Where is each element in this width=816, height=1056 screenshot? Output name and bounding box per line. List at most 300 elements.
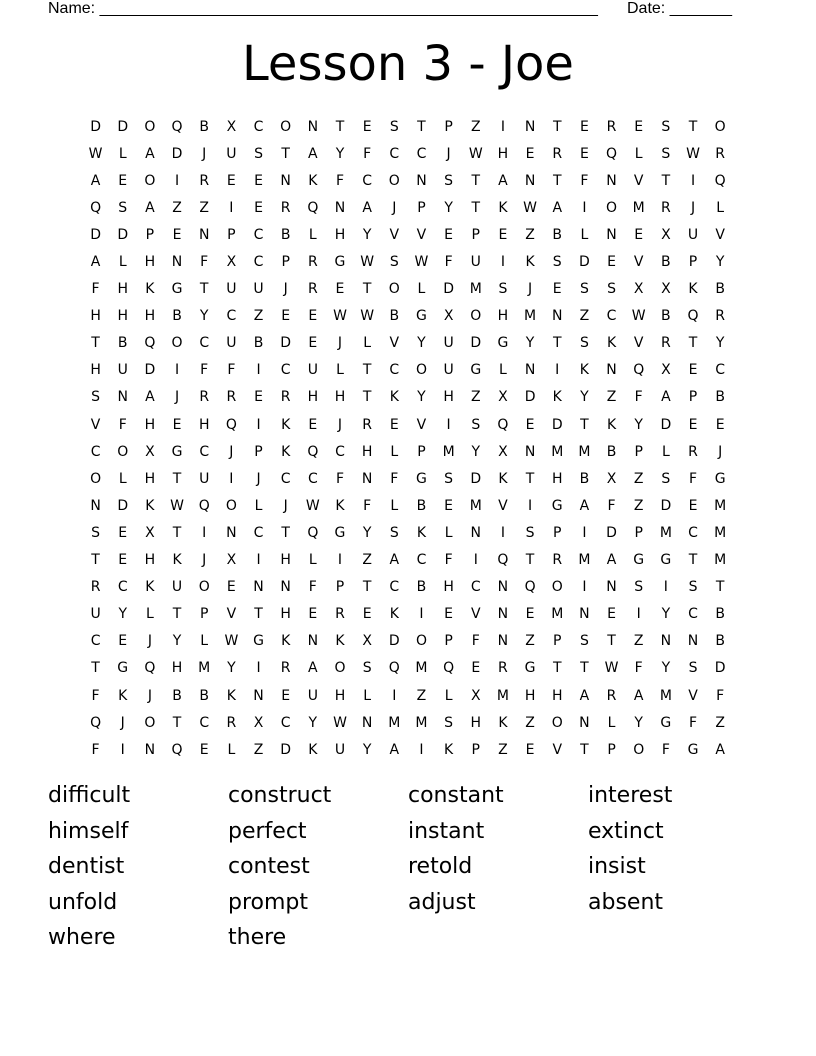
grid-cell: O [415,362,427,379]
grid-cell: Q [198,497,210,514]
grid-cell: E [525,606,535,623]
grid-cell: P [444,633,453,650]
grid-cell: O [90,470,102,487]
grid-cell: R [199,172,210,189]
grid-cell: I [500,254,505,271]
grid-cell: Q [524,579,536,596]
grid-cell: T [661,172,671,189]
grid-cell: H [551,687,563,704]
grid-cell: E [634,118,644,135]
grid-cell: B [280,226,291,243]
grid-cell: C [280,362,291,379]
grid-cell: E [281,308,291,325]
grid-cell: I [174,362,180,379]
grid-cell: N [361,714,373,731]
grid-cell: T [172,714,182,731]
grid-cell: T [91,335,100,352]
grid-cell: X [470,687,481,704]
grid-cell: E [634,226,644,243]
grid-cell: R [606,118,617,135]
grid-cell: M [415,660,428,677]
grid-cell: B [579,470,590,487]
word-bank-item: himself [48,818,129,844]
grid-cell: W [360,308,375,325]
grid-cell: U [90,606,101,623]
grid-cell: T [525,470,535,487]
grid-cell: H [117,308,128,325]
grid-cell: O [334,660,346,677]
grid-cell: X [145,524,155,541]
grid-cell: N [524,172,536,189]
grid-cell: N [497,579,509,596]
grid-cell: C [416,145,427,162]
grid-cell: E [118,633,128,650]
grid-cell: I [582,579,587,596]
grid-cell: E [308,308,318,325]
grid-cell: J [337,335,343,352]
grid-cell: E [362,606,372,623]
grid-cell: M [442,443,455,460]
grid-cell: B [416,579,427,596]
grid-cell: H [334,687,346,704]
grid-cell: F [200,362,209,379]
grid-cell: K [579,362,589,379]
grid-cell: G [470,362,482,379]
word-bank-item: instant [408,818,485,844]
grid-cell: H [280,552,291,569]
word-bank-item: dentist [48,854,125,879]
grid-cell: G [714,470,726,487]
grid-cell: D [117,226,129,243]
grid-row [82,221,734,248]
grid-cell: U [226,145,237,162]
grid-cell: R [688,443,698,460]
grid-cell: A [498,172,508,189]
grid-cell: J [337,416,343,433]
grid-cell: N [90,497,101,514]
grid-cell: Y [715,254,725,271]
grid-cell: Z [606,389,617,406]
grid-cell: C [389,362,400,379]
grid-cell: S [254,145,263,162]
grid-row [82,384,734,411]
grid-cell: P [281,254,290,271]
grid-cell: X [633,281,644,298]
grid-cell: D [144,362,156,379]
grid-cell: V [715,226,725,243]
grid-cell: D [660,497,672,514]
grid-cell: N [144,741,156,758]
grid-cell: E [254,172,263,189]
grid-cell: F [91,281,100,298]
grid-cell: H [144,308,156,325]
grid-cell: N [361,470,373,487]
grid-cell: N [253,687,264,704]
grid-cell: C [90,443,101,460]
grid-cell: Y [417,335,426,352]
grid-cell: D [117,118,129,135]
grid-cell: E [607,606,616,623]
grid-cell: B [199,118,209,135]
grid-cell: M [714,497,727,514]
grid-cell: O [280,118,292,135]
grid-cell: A [389,552,400,569]
grid-cell: Z [633,497,644,514]
grid-cell: A [308,145,318,162]
grid-cell: F [91,741,100,758]
grid-cell: O [714,118,726,135]
grid-cell: C [470,579,481,596]
grid-cell: P [145,226,155,243]
grid-cell: D [470,335,482,352]
grid-cell: J [120,714,125,731]
grid-cell: A [579,687,590,704]
grid-cell: Q [443,660,455,677]
word-bank-item: difficult [48,783,131,808]
grid-cell: U [307,362,318,379]
grid-cell: X [661,362,671,379]
grid-cell: E [688,497,698,514]
grid-cell: Z [253,741,264,758]
grid-row [82,303,734,330]
grid-cell: Y [308,714,318,731]
grid-cell: Z [525,714,535,731]
grid-cell: Q [307,524,319,541]
grid-cell: Y [362,524,372,541]
grid-cell: V [416,226,427,243]
grid-cell: N [280,579,291,596]
grid-cell: Z [715,714,725,731]
grid-cell: Q [497,552,509,569]
grid-cell: J [229,443,234,460]
grid-cell: W [686,145,700,162]
grid-cell: N [579,714,590,731]
grid-cell: H [144,416,156,433]
grid-cell: D [443,281,454,298]
grid-cell: P [634,443,643,460]
word-bank-item: prompt [228,889,309,915]
grid-row [82,574,734,601]
grid-cell: D [470,470,482,487]
word-bank-item: where [48,925,116,950]
grid-cell: O [225,497,237,514]
grid-cell: A [90,172,101,189]
grid-cell: K [335,633,345,650]
grid-row [82,736,734,763]
grid-cell: S [471,416,481,433]
grid-cell: R [552,145,563,162]
grid-cell: I [337,552,343,569]
grid-cell: O [171,335,183,352]
grid-cell: M [714,552,727,569]
grid-cell: S [525,524,535,541]
grid-cell: E [172,226,182,243]
grid-cell: D [90,226,101,243]
grid-cell: S [661,118,671,135]
word-bank-item: perfect [228,818,307,844]
grid-cell: E [362,118,372,135]
grid-cell: N [334,199,346,216]
grid-cell: P [335,579,345,596]
grid-cell: L [444,687,453,704]
grid-cell: F [444,552,453,569]
grid-cell: C [688,524,698,541]
grid-cell: X [443,308,454,325]
grid-cell: I [690,172,696,189]
grid-cell: P [444,118,453,135]
grid-cell: L [363,335,372,352]
grid-cell: Q [687,308,699,325]
grid-cell: H [443,389,454,406]
grid-cell: E [254,389,263,406]
grid-cell: P [688,254,698,271]
grid-cell: R [606,687,617,704]
grid-cell: R [280,389,291,406]
grid-cell: N [660,633,672,650]
grid-cell: S [362,660,372,677]
grid-cell: Q [90,714,102,731]
grid-cell: M [659,524,672,541]
grid-row [82,465,734,492]
grid-cell: N [497,633,509,650]
grid-cell: S [661,145,671,162]
grid-cell: M [578,552,591,569]
grid-cell: S [118,199,128,216]
grid-cell: K [335,497,345,514]
grid-cell: K [145,497,155,514]
grid-cell: T [688,118,698,135]
grid-cell: J [446,145,451,162]
grid-cell: S [91,389,101,406]
grid-cell: T [471,199,481,216]
grid-cell: K [281,416,291,433]
grid-cell: E [552,281,562,298]
grid-cell: C [389,579,400,596]
grid-cell: N [687,633,699,650]
grid-cell: B [661,308,671,325]
grid-cell: K [606,416,617,433]
grid-cell: T [715,579,725,596]
grid-cell: I [174,172,180,189]
grid-row [82,167,734,194]
grid-cell: N [497,606,509,623]
grid-cell: F [227,362,236,379]
grid-cell: Y [417,389,426,406]
grid-cell: I [229,199,234,216]
grid-cell: Y [471,443,481,460]
grid-cell: U [117,362,128,379]
grid-row [82,438,734,465]
grid-cell: P [417,199,426,216]
grid-cell: M [198,660,211,677]
grid-cell: C [307,470,318,487]
grid-cell: G [497,335,509,352]
grid-cell: R [90,579,101,596]
grid-cell: J [528,281,533,298]
grid-cell: A [606,552,617,569]
grid-cell: K [281,633,291,650]
grid-cell: H [497,308,509,325]
grid-row [82,709,734,736]
grid-cell: O [144,714,156,731]
grid-cell: X [606,470,617,487]
grid-cell: T [335,118,345,135]
grid-cell: M [524,308,537,325]
grid-cell: T [552,118,562,135]
grid-cell: I [392,687,397,704]
grid-cell: O [388,281,400,298]
word-bank-item: insist [588,854,646,879]
grid-cell: F [580,172,589,189]
grid-cell: B [253,335,264,352]
grid-row [82,194,734,221]
grid-cell: L [200,633,209,650]
grid-row [82,330,734,357]
grid-cell: B [199,687,209,704]
grid-cell: X [226,118,237,135]
grid-cell: Y [634,416,643,433]
grid-cell: K [389,389,399,406]
grid-cell: G [524,660,536,677]
grid-cell: S [579,281,589,298]
grid-cell: Y [118,606,128,623]
grid-cell: H [307,389,319,406]
grid-cell: N [416,172,427,189]
grid-cell: B [715,281,725,298]
grid-cell: T [525,552,535,569]
grid-row [82,140,734,167]
grid-cell: T [552,660,562,677]
grid-cell: N [524,118,536,135]
grid-cell: G [633,552,645,569]
grid-cell: G [416,470,427,487]
grid-cell: L [227,741,236,758]
grid-cell: U [171,579,183,596]
grid-cell: I [202,524,207,541]
grid-cell: Q [606,145,618,162]
grid-cell: N [606,226,617,243]
grid-cell: T [688,335,698,352]
grid-cell: B [552,226,563,243]
grid-cell: I [256,552,261,569]
grid-cell: R [660,335,671,352]
grid-cell: L [499,362,507,379]
grid-cell: B [172,308,182,325]
grid-cell: J [283,281,288,298]
grid-cell: E [525,741,535,758]
grid-cell: D [90,118,101,135]
grid-cell: C [253,524,264,541]
grid-cell: W [224,633,239,650]
grid-cell: B [416,497,427,514]
grid-cell: N [307,633,319,650]
grid-cell: I [446,416,451,433]
grid-cell: S [579,633,589,650]
grid-cell: G [253,633,264,650]
grid-cell: E [226,172,236,189]
word-bank-item: constant [408,783,504,808]
grid-cell: E [525,416,535,433]
grid-cell: R [199,389,210,406]
grid-cell: Z [199,199,209,216]
grid-cell: S [498,281,508,298]
grid-cell: E [715,416,725,433]
grid-cell: L [336,362,344,379]
grid-cell: P [254,443,263,460]
grid-cell: Z [633,470,644,487]
grid-row [82,628,734,655]
grid-cell: L [363,687,372,704]
grid-cell: C [199,443,210,460]
grid-cell: Z [416,687,427,704]
grid-cell: C [253,226,264,243]
grid-cell: S [444,470,454,487]
grid-cell: R [226,714,237,731]
grid-cell: C [280,714,291,731]
grid-cell: A [552,199,563,216]
grid-row [82,357,734,384]
grid-cell: T [580,660,589,677]
grid-cell: N [198,226,210,243]
grid-cell: N [226,524,237,541]
grid-cell: D [606,524,617,541]
grid-cell: T [362,281,372,298]
grid-cell: R [280,660,291,677]
grid-cell: J [718,443,723,460]
grid-cell: V [389,226,400,243]
grid-cell: C [688,606,698,623]
grid-cell: C [117,579,128,596]
grid-cell: H [117,281,128,298]
grid-cell: I [256,660,261,677]
grid-cell: O [551,714,563,731]
grid-cell: B [715,389,725,406]
grid-cell: E [498,226,508,243]
grid-cell: N [579,606,590,623]
grid-cell: Y [227,660,236,677]
grid-cell: I [528,497,533,514]
grid-cell: X [661,281,671,298]
grid-cell: Z [362,552,372,569]
grid-cell: K [308,172,318,189]
grid-cell: V [226,606,237,623]
grid-cell: B [715,606,725,623]
grid-cell: E [226,579,236,596]
grid-cell: Q [90,199,102,216]
grid-cell: T [281,145,290,162]
grid-cell: F [688,714,698,731]
grid-cell: K [606,335,617,352]
grid-cell: O [388,172,400,189]
word-search-grid [82,113,734,763]
grid-cell: F [634,660,643,677]
grid-cell: V [552,741,563,758]
grid-cell: Z [498,741,508,758]
grid-cell: T [580,741,589,758]
grid-cell: T [552,335,562,352]
grid-cell: Q [225,416,237,433]
grid-cell: Z [253,308,264,325]
grid-cell: H [470,714,482,731]
grid-cell: I [500,524,505,541]
grid-cell: Q [144,335,156,352]
grid-cell: J [147,687,152,704]
grid-cell: U [443,335,454,352]
grid-cell: J [202,145,207,162]
grid-cell: I [473,552,478,569]
grid-cell: W [523,199,537,216]
grid-cell: H [90,362,101,379]
